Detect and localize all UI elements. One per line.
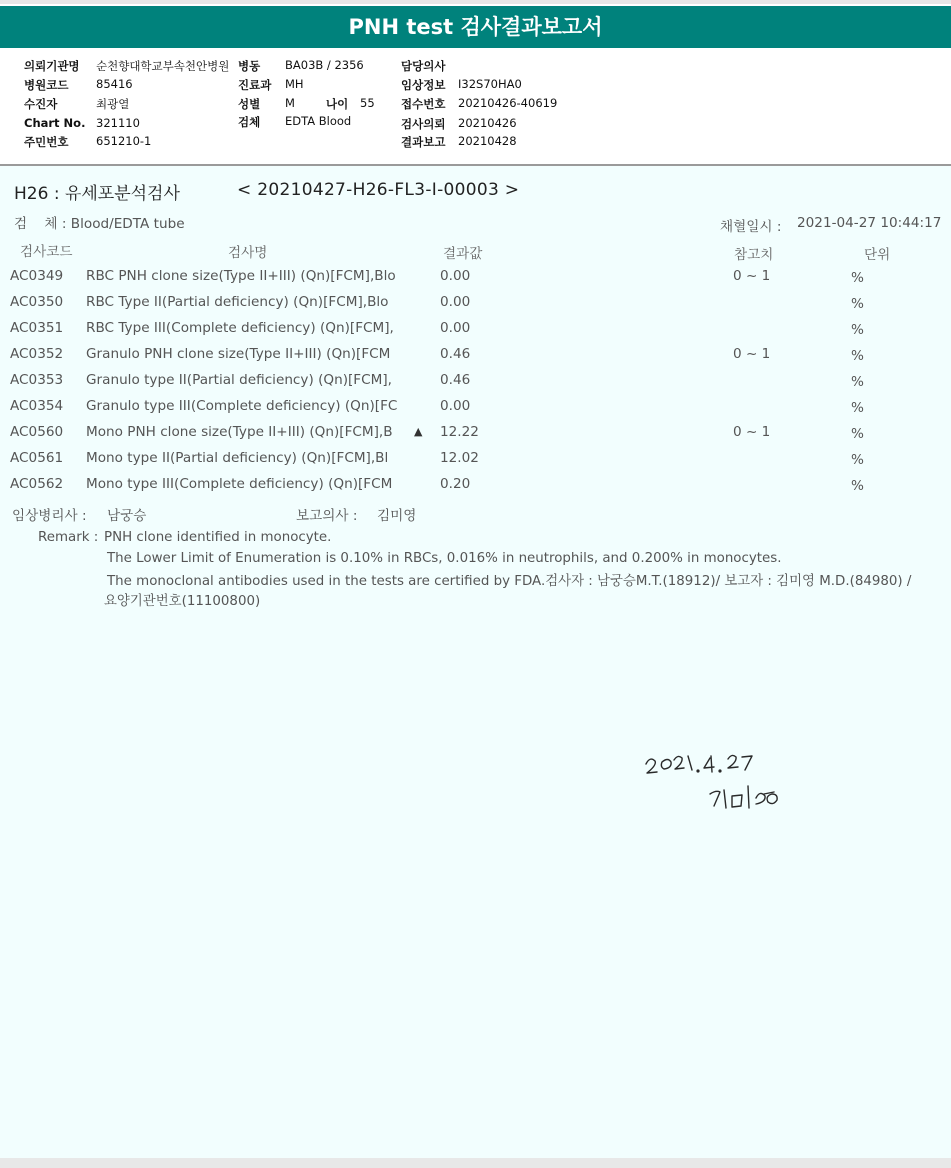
reference-range: 0 ~ 1	[733, 424, 771, 440]
attending-doctor-label: 담당의사	[401, 59, 446, 73]
report-date-value: 20210428	[458, 134, 517, 148]
remark-line-4: 요양기관번호(11100800)	[104, 594, 261, 609]
reporting-doctor-label: 보고의사 :	[296, 508, 358, 524]
result-value: 12.02	[440, 450, 479, 466]
sex-label: 성별	[238, 97, 261, 111]
resident-no-value: 651210-1	[96, 134, 152, 148]
age-value: 55	[360, 96, 375, 110]
test-name: Granulo type II(Partial deficiency) (Qn)[FCM],	[86, 372, 392, 388]
request-date-value: 20210426	[458, 116, 517, 130]
unit: %	[851, 348, 864, 364]
institution-value: 순천향대학교부속천안병원	[96, 59, 230, 73]
hospital-code-label: 병원코드	[24, 78, 69, 92]
chart-no-value: 321110	[96, 116, 140, 130]
result-value: 0.00	[440, 268, 471, 284]
test-code: AC0562	[10, 476, 64, 492]
clinical-info-value: I32S70HA0	[458, 77, 522, 91]
institution-label: 의뢰기관명	[24, 59, 80, 73]
department-label: 진료과	[238, 78, 272, 92]
reference-range: 0 ~ 1	[733, 268, 771, 284]
result-value: 12.22	[440, 424, 479, 440]
header-unit: 단위	[864, 247, 891, 263]
result-value: 0.00	[440, 398, 471, 414]
test-name: RBC PNH clone size(Type II+III) (Qn)[FCM],Blo	[86, 268, 396, 284]
header-result: 결과값	[443, 246, 483, 262]
report-date-label: 결과보고	[401, 135, 446, 149]
specimen-label: 검체	[238, 115, 261, 129]
specimen-value: EDTA Blood	[285, 114, 352, 128]
receipt-no-label: 접수번호	[401, 97, 446, 111]
test-code: AC0352	[10, 346, 64, 362]
header-test-code: 검사코드	[20, 244, 73, 260]
result-panel	[0, 166, 951, 1158]
collection-label: 채혈일시 :	[720, 219, 782, 235]
result-value: 0.00	[440, 294, 471, 310]
clinical-pathologist-name: 남궁승	[107, 508, 147, 524]
collection-datetime: 2021-04-27 10:44:17	[797, 215, 942, 231]
unit: %	[851, 452, 864, 468]
abnormal-flag: ▲	[414, 425, 423, 438]
age-label: 나이	[326, 97, 349, 111]
remark-line-1: PNH clone identified in monocyte.	[104, 530, 332, 545]
result-value: 0.00	[440, 320, 471, 336]
chart-no-label: Chart No.	[24, 116, 86, 130]
test-name: Mono type III(Complete deficiency) (Qn)[FCM	[86, 476, 393, 492]
specimen-type: 검 체 : Blood/EDTA tube	[14, 216, 185, 232]
accession-number: < 20210427-H26-FL3-I-00003 >	[237, 180, 520, 200]
test-name: Mono PNH clone size(Type II+III) (Qn)[FCM],B	[86, 424, 393, 440]
ward-value: BA03B / 2356	[285, 58, 364, 72]
unit: %	[851, 296, 864, 312]
header-reference: 참고치	[734, 247, 774, 263]
remark-line-3: The monoclonal antibodies used in the tests are certified by FDA.검사자 : 남궁승M.T.(18912)/ 보고자 : 김미영 M.D.(84980) /	[107, 574, 912, 589]
test-code: AC0353	[10, 372, 64, 388]
remark-line-2: The Lower Limit of Enumeration is 0.10% in RBCs, 0.016% in neutrophils, and 0.200% in monocytes.	[107, 551, 782, 566]
reference-range: 0 ~ 1	[733, 346, 771, 362]
report-title: PNH test 검사결과보고서	[0, 6, 951, 48]
test-code: AC0561	[10, 450, 64, 466]
result-value: 0.46	[440, 372, 471, 388]
resident-no-label: 주민번호	[24, 135, 69, 149]
unit: %	[851, 478, 864, 494]
test-category-title: H26 : 유세포분석검사	[14, 184, 180, 204]
reporting-doctor-name: 김미영	[377, 508, 417, 524]
result-value: 0.46	[440, 346, 471, 362]
unit: %	[851, 322, 864, 338]
hospital-code-value: 85416	[96, 77, 133, 91]
test-code: AC0560	[10, 424, 64, 440]
test-code: AC0349	[10, 268, 64, 284]
bottom-border	[0, 1158, 951, 1168]
test-code: AC0351	[10, 320, 64, 336]
test-name: RBC Type II(Partial deficiency) (Qn)[FCM],Blo	[86, 294, 389, 310]
unit: %	[851, 426, 864, 442]
test-code: AC0350	[10, 294, 64, 310]
test-code: AC0354	[10, 398, 64, 414]
clinical-info-label: 임상정보	[401, 78, 446, 92]
patient-name-value: 최광열	[96, 97, 130, 111]
handwritten-date-signature	[640, 744, 830, 834]
test-name: Mono type II(Partial deficiency) (Qn)[FCM],Bl	[86, 450, 389, 466]
patient-name-label: 수진자	[24, 97, 58, 111]
request-date-label: 검사의뢰	[401, 117, 446, 131]
unit: %	[851, 400, 864, 416]
sex-value: M	[285, 96, 295, 110]
unit: %	[851, 270, 864, 286]
ward-label: 병동	[238, 59, 261, 73]
department-value: MH	[285, 77, 304, 91]
test-name: Granulo type III(Complete deficiency) (Qn)[FC	[86, 398, 398, 414]
remark-label: Remark :	[38, 530, 99, 545]
top-border	[0, 0, 951, 4]
header-test-name: 검사명	[228, 245, 268, 261]
patient-info-header	[0, 50, 951, 164]
result-value: 0.20	[440, 476, 471, 492]
unit: %	[851, 374, 864, 390]
test-name: RBC Type III(Complete deficiency) (Qn)[FCM],	[86, 320, 394, 336]
receipt-no-value: 20210426-40619	[458, 96, 558, 110]
clinical-pathologist-label: 임상병리사 :	[12, 508, 87, 524]
test-name: Granulo PNH clone size(Type II+III) (Qn)[FCM	[86, 346, 391, 362]
